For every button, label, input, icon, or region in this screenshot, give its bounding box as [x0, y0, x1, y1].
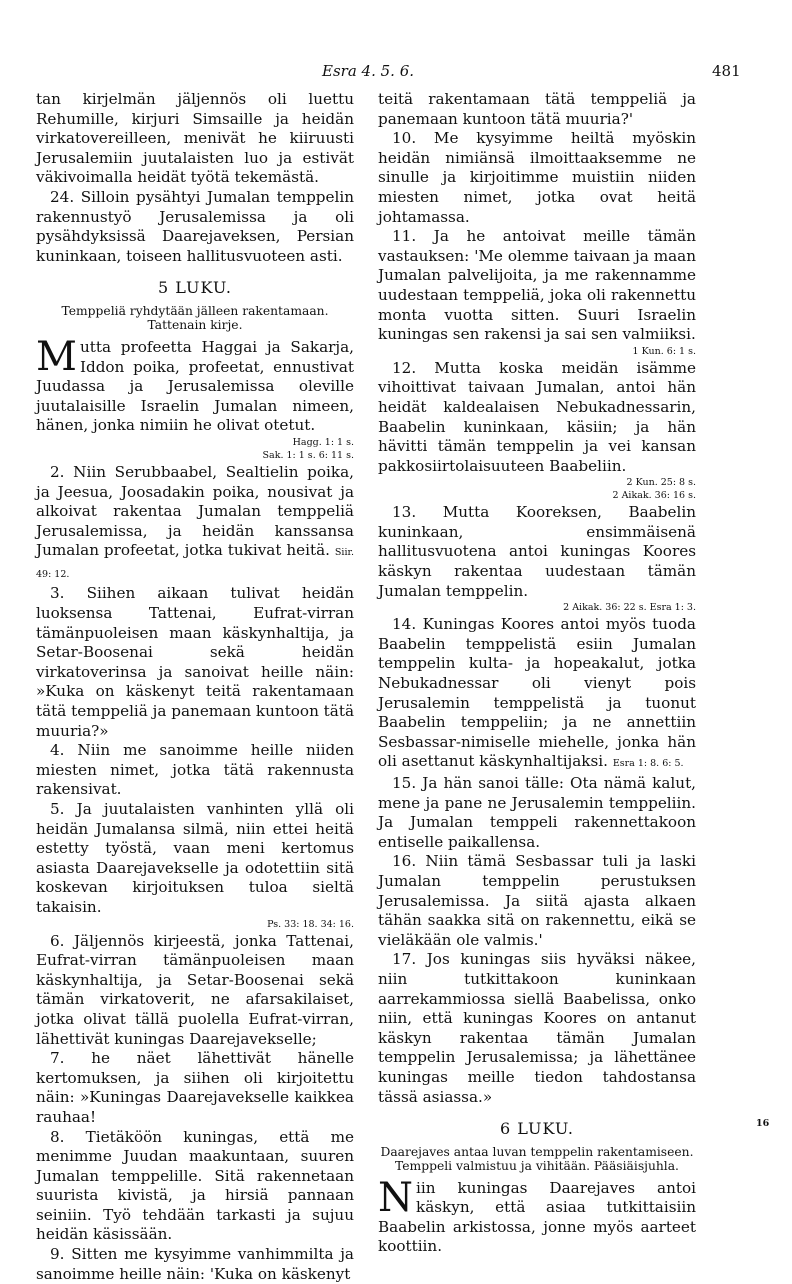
cross-reference: Sak. 1: 1 s. 6: 11 s.: [262, 449, 354, 461]
running-head-title: Esra 4. 5. 6.: [322, 62, 414, 80]
verse-6: 6. Jäljennös kirjeestä, jonka Tattenai, Eufrat-virran tämänpuoleisen maan käskynhaltija, ja Setar-Boosenai sekä tämän virkatoverit, ne afarsakilaiset, jotka olivat tällä puolella Eufrat-virran, lähettivät kuningas Daarejavekselle;: [36, 931, 354, 1048]
verse-1-text: utta profeetta Haggai ja Sakarja, Iddon poika, profeetat, ennustivat Juudassa ja Jerusalemissa oleville juutalaisille Israelin Jumalan nimeen, hänen, jonka nimiin he olivat otetut.: [36, 337, 354, 435]
verse-16: 16. Niin tämä Sesbassar tuli ja laski Jumalan temppelin perustuksen Jerusalemissa. Ja siitä ajasta alkaen tähän saakka sitä on rakennettu, eikä se vieläkään ole valmis.': [378, 852, 696, 949]
page-number: 481: [712, 62, 741, 80]
verse-14-text: 14. Kuningas Koores antoi myös tuoda Baabelin temppelistä esiin Jumalan temppelin kulta- ja hopeakalut, jotka Nebukadnessar oli vienyt pois Jerusalemin temppelistä ja tuonut Baabelin temppeliin; ja ne annettiin Sesbassar-nimiselle miehelle, jonka hän oli asettanut käskynhaltijaksi.: [378, 615, 696, 771]
verse-2-text: 2. Niin Serubbaabel, Sealtielin poika, ja Jeesua, Joosadakin poika, nousivat ja alkoivat rakentaa Jumalan temppeliä Jerusalemissa, ja heidän kanssansa Jumalan profeetat, jotka tukivat heitä.: [36, 462, 354, 560]
cross-reference: 2 Kun. 25: 8 s.: [626, 477, 696, 489]
chapter-5-summary: Temppeliä ryhdytään jälleen rakentamaan. Tattenain kirje.: [61, 303, 329, 332]
chapter-5-title: 5 LUKU.: [158, 278, 232, 298]
right-column: [378, 90, 696, 1257]
verse-8: 8. Tietäköön kuningas, että me menimme Juudan maakuntaan, suuren Jumalan temppelille. Sitä rakennetaan suurista kivistä, ja hirsiä pannaan seiniin. Työ tehdään tarkasti ja sujuu heidän käsissään.: [36, 1127, 354, 1244]
verse-4: 4. Niin me sanoimme heille niiden miesten nimet, jotka tätä rakennusta rakensivat.: [36, 741, 354, 799]
verse-12: 12. Mutta koska meidän isämme vihoittivat taivaan Jumalan, antoi hän heidät kaldealaisen Nebukadnessarin, Baabelin kuninkaan, käsiin; ja hän hävitti tämän temppelin ja vei kansan pakkosiirtolaisuuteen Baabeliin.: [378, 358, 696, 475]
chapter-6-summary: Daarejaves antaa luvan temppelin rakentamiseen. Temppeli valmistuu ja vihitään. Pääsiäisjuhla.: [380, 1144, 694, 1173]
verse-3: 3. Siihen aikaan tulivat heidän luoksensa Tattenai, Eufrat-virran tämänpuoleisen maan käskynhaltija, ja Setar-Boosenai sekä heidän virkatoverinsa ja sanoivat heille näin: »Kuka on käskenyt teitä rakentamaan tätä temppeliä ja panemaan kuntoon tätä muuria?»: [36, 584, 355, 740]
verse-7: 7. he näet lähettivät hänelle kertomuksen, ja siihen oli kirjoitettu näin: »Kuningas Daarejavekselle kaikkea rauhaa!: [36, 1049, 354, 1126]
verse-continuation: teitä rakentamaan tätä temppeliä ja panemaan kuntoon tätä muuria?': [378, 90, 696, 128]
verse-15: 15. Ja hän sanoi tälle: Ota nämä kalut, mene ja pane ne Jerusalemin temppeliin. Ja Jumalan temppeli rakennettakoon entiselle paikallensa.: [378, 774, 696, 851]
left-column: [36, 90, 354, 1284]
cross-reference: 2 Aikak. 36: 22 s. Esra 1: 3.: [563, 602, 696, 614]
verse-10: 10. Me kysyimme heiltä myöskin heidän nimiänsä ilmoittaaksemme ne sinulle ja kirjoitimme muistiin niiden miesten nimet, jotka ovat heitä johtamassa.: [378, 129, 696, 226]
verse-5: 5. Ja juutalaisten vanhinten yllä oli heidän Jumalansa silmä, niin ettei heitä estetty työstä, vaan meni kertomus asiasta Daarejavekselle ja odotettiin sitä koskevan kirjoituksen tuloa sieltä takaisin.: [36, 800, 354, 916]
chapter-6-title: 6 LUKU.: [500, 1119, 574, 1139]
verse-2: [36, 463, 354, 585]
verse-9: 9. Sitten me kysyimme vanhimmilta ja sanoimme heille näin: 'Kuka on käskenyt: [36, 1245, 354, 1283]
verse-14: [378, 615, 696, 774]
cross-reference: 1 Kun. 6: 1 s.: [632, 345, 696, 357]
cross-reference: 2 Aikak. 36: 16 s.: [612, 490, 696, 502]
verse-17: 17. Jos kuningas siis hyväksi näkee, niin tutkittakoon kuninkaan aarrekammiossa siellä Baabelissa, onko niin, että kuningas Koores on antanut käskyn rakentaa tämän Jumalan temppelin Jerusalemissa; ja lähettänee kuningas meille tiedon tahdostansa tässä asiassa.»: [378, 950, 696, 1106]
verse-13: 13. Mutta Kooreksen, Baabelin kuninkaan, ensimmäisenä hallitusvuotena antoi kuningas Koores käskyn rakentaa uudestaan tämän Jumalan temppelin.: [378, 503, 696, 600]
cross-reference: Ps. 33: 18. 34: 16.: [267, 918, 354, 930]
drop-cap: N: [378, 1174, 413, 1221]
cross-reference: Esra 1: 8. 6: 5.: [612, 758, 684, 770]
drop-cap: M: [36, 333, 77, 380]
cross-reference: Hagg. 1: 1 s.: [292, 436, 354, 448]
running-head: [0, 60, 792, 82]
signature-mark: 16: [756, 1118, 770, 1129]
verse-1: [378, 1174, 696, 1257]
verse-1: [36, 333, 354, 436]
cross-reference: Siir. 49: 12.: [36, 547, 355, 580]
verse-24: 24. Silloin pysähtyi Jumalan temppelin rakennustyö Jerusalemissa ja oli pysähdyksissä Daarejaveksen, Persian kuninkaan, toiseen hallitusvuoteen asti.: [36, 187, 354, 265]
verse-continuation: tan kirjelmän jäljennös oli luettu Rehumille, kirjuri Simsaille ja heidän virkatovereilleen, menivät he kiiruusti Jerusalemiin juutalaisten luo ja estivät väkivoimalla heidät työtä tekemästä.: [36, 90, 354, 187]
verse-1-text: iin kuningas Daarejaves antoi käskyn, että asiaa tutkittaisiin Baabelin arkistossa, jonne myös aarteet koottiin.: [378, 1178, 696, 1256]
verse-11: 11. Ja he antoivat meille tämän vastauksen: 'Me olemme taivaan ja maan Jumalan palvelijoita, ja me rakennamme uudestaan temppeliä, joka oli rakennettu monta vuotta sitten. Suuri Israelin kuningas sen rakensi ja sai sen valmiiksi.: [378, 227, 696, 344]
